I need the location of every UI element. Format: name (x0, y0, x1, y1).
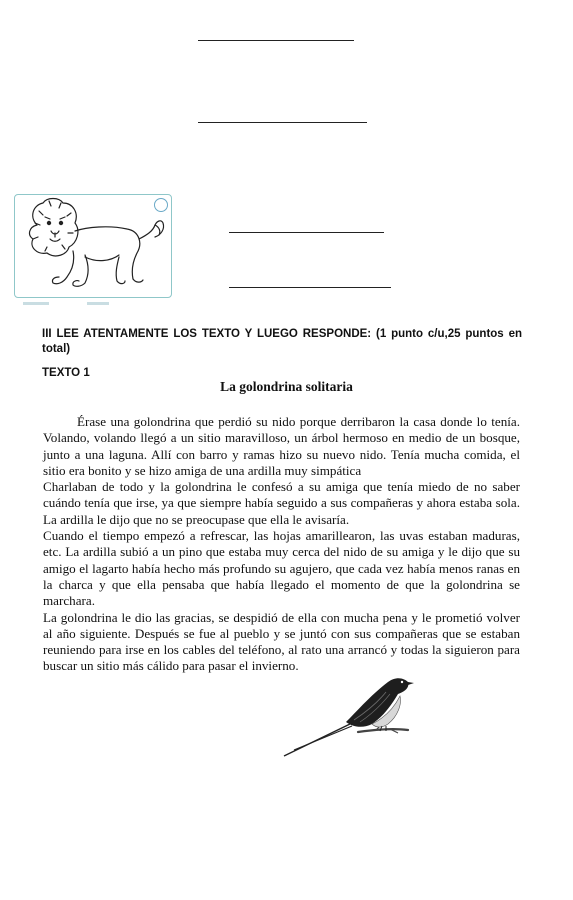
paragraph-2: Charlaban de todo y la golondrina le confesó a su amiga que tenía miedo de no saber cuándo tenía que irse, ya que siempre había seguido a sus compañeras y ahora estaba sola. La ardilla le dijo que no se preocupase que ella le avisaría. (43, 479, 520, 527)
card-footer-mark (87, 302, 109, 305)
lion-drawing (15, 195, 171, 297)
answer-line-1 (198, 40, 354, 41)
answer-line-4 (229, 287, 391, 288)
lion-image-card (14, 194, 172, 298)
answer-line-2 (198, 122, 367, 123)
paragraph-4: La golondrina le dio las gracias, se despidió de ella con mucha pena y le prometió volver al año siguiente. Después se fue al pueblo y se juntó con sus compañeras que se estaban reuniendo para irse en los cables del teléfono, al rato una arrancó y todas la siguieron para buscar un sitio más cálido para pasar el invierno. (43, 609, 520, 674)
section-heading: III LEE ATENTAMENTE LOS TEXTO Y LUEGO RESPONDE: (1 punto c/u,25 puntos en total) (42, 328, 522, 355)
story-title: La golondrina solitaria (220, 379, 353, 394)
texto-label: TEXTO 1 (42, 367, 90, 379)
swallow-drawing (280, 672, 420, 762)
story-body (43, 414, 520, 675)
card-footer-mark (23, 302, 49, 305)
paragraph-1: Érase una golondrina que perdió su nido porque derribaron la casa donde lo tenía. Volando, volando llegó a un sitio maravilloso, un árbol hermoso en medio de un bosque, junto a una laguna. Allí con barro y ramas hizo su nuevo nido. Tenía mucha comida, el sitio era bonito y se hizo amiga de una ardilla muy simpática (43, 414, 520, 478)
paragraph-3: Cuando el tiempo empezó a refrescar, las hojas amarillearon, las uvas estaban maduras, etc. La ardilla subió a un pino que estaba muy cerca del nido de su amiga y le dijo que su amigo el lagarto había hecho más profundo su agujero, que cada vez había menos ranas en la charca y que ella pensaba que había llegado el momento de que la golondrina se marchara. (43, 528, 520, 609)
answer-line-3 (229, 232, 384, 233)
